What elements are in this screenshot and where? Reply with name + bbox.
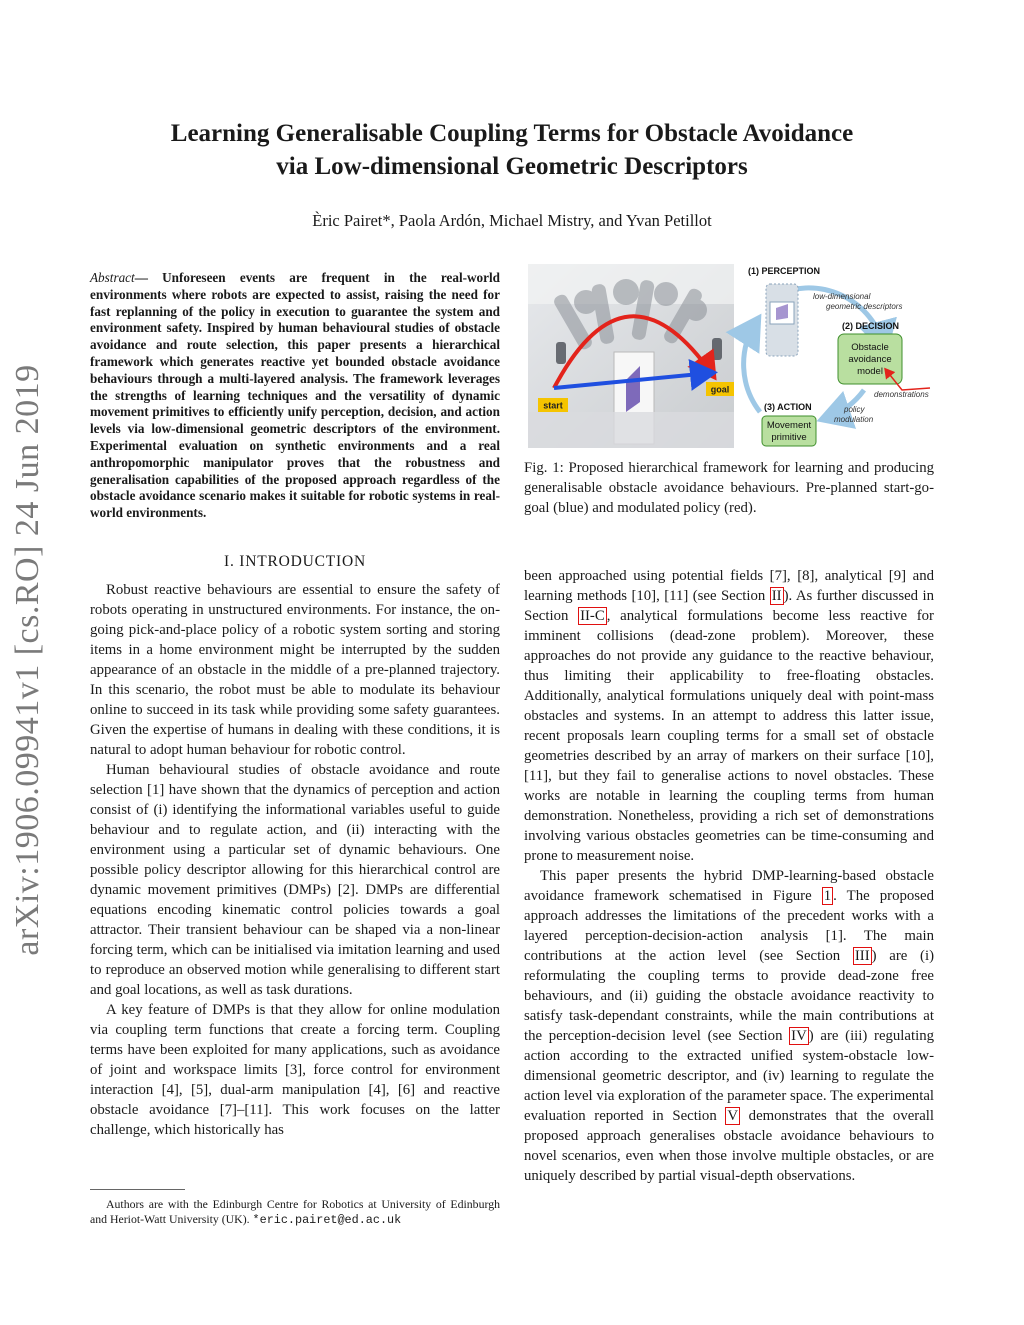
figure-ref-1[interactable]: 1 [823,888,832,904]
abstract-text: Unforeseen events are frequent in the real-world environments where robots are expected to assist, raising the need for fast replanning of the policy in execution to guarantee the system and environment safety. Inspired by human behavioural studies of obstacle avoidance and route selection, this paper presents a hierarchical framework which generates reactive yet bounded obstacle avoidance behaviours through a multi-layered analysis. The framework leverages the strengths of learning techniques and the versatility of dynamic movement primitives to efficiently unify perception, decision, and action levels via low-dimensional geometric descriptors of the environment. Experimental evaluation on synthetic environments and a real anthropomorphic manipulator proves that the robustness and generalisation capabilities of the proposed approach regardless of the obstacle avoidance scenario makes it suitable for robotic systems in real-world environments. [90,270,500,521]
text: ) are (i) reformulating the coupling terms to provide dead-zone free behaviours, and (ii) guiding the obstacle avoidance reactivity to satisfy task-dependant constraints, while the main contributions at the perception-decision level (see Section [524,948,934,1044]
arxiv-id: arXiv:1906.09941v1 [cs.RO] 24 Jun 2019 [9,364,46,956]
title-line-1: Learning Generalisable Coupling Terms for Obstacle Avoidance [170,120,854,147]
section-ref-V[interactable]: V [727,1108,739,1124]
movement-box-line-2: primitive [771,432,807,443]
intro-paragraph-3: A key feature of DMPs is that they allow for online modulation via coupling term functions that create a forcing term. Coupling terms have been exploited for many applications, such as avoidance of joint and workspace limits [3], force control for environment interaction [4], [5], dual-arm manipulation [4], [6] and reactive obstacle avoidance [7]–[11]. This work focuses on the latter challenge, which historically has [90,1002,500,1138]
figure-1-diagram [526,262,934,452]
cycle-arrow-action-perception [744,322,760,412]
demonstrations-label: demonstrations [874,390,929,399]
footnote [90,1197,500,1228]
policy-label-2: modulation [834,415,874,424]
obstacle-box-line-1: Obstacle [851,342,889,353]
table-surface [528,412,734,448]
perception-object-icon [766,284,798,356]
section-ref-II-C[interactable]: II-C [580,608,605,624]
intro-paragraph-2: Human behavioural studies of obstacle avoidance and route selection [1] have shown that the dynamics of perception and action consist of (i) identifying the informational variables useful to guide behaviour and to regulate action, and (ii) interacting with the environment using a particular set of dynamic behaviours. One possible policy descriptor allowing for this hierarchical control are dynamic movement primitives (DMPs) [2]. DMPs are differential equations encoding kinematic control policies towards a goal attractor. Their transient behaviour can be shaped via a non-linear forcing term, which can be initialised via imitation learning and used to reproduce an observed motion while generalising to different start and goal locations, as well as task durations. [90,762,500,998]
paper-title [90,117,934,183]
footnote-rule [90,1189,185,1190]
footnote-text: Authors are with the Edinburgh Centre for Robotics at University of Edinburgh and Heriot-Watt University (UK). [90,1197,500,1226]
start-label: start [543,400,563,411]
policy-label-1: policy [844,405,865,414]
perception-label: (1) PERCEPTION [748,266,821,276]
text: ). As further discussed in Section [524,588,934,624]
section-ref-III[interactable]: III [854,948,870,964]
action-label: (3) ACTION [764,402,812,412]
authors: Èric Pairet*, Paola Ardón, Michael Mistry, and Yvan Petillot [312,211,712,230]
left-column-body [90,580,500,1140]
text: This paper presents the hybrid DMP-learning-based obstacle avoidance framework schematised in Figure [524,868,934,904]
title-line-2: via Low-dimensional Geometric Descriptors [276,153,748,180]
text: . The proposed approach addresses the limitations of the precedent works with a layered perception-decision-action analysis [1]. The main contributions at the action level (see Section [524,888,934,964]
right-paragraph-2 [524,866,934,1186]
abstract-label: Abstract [90,270,135,285]
section-ref-II[interactable]: II [771,588,782,604]
movement-box-line-1: Movement [766,420,812,431]
text: demonstrates that the overall proposed approach generalises obstacle avoidance behaviours to novel scenarios, even when those involve multiple obstacles, or are uniquely described by partial visual-depth observations. [524,1108,934,1184]
decision-label: (2) DECISION [842,321,900,331]
abstract-dash: — [134,270,148,285]
section-heading-introduction: I. INTRODUCTION [223,553,366,570]
arxiv-watermark [6,360,50,960]
obstacle-box-line-2: avoidance [848,354,892,365]
text: been approached using potential fields [7], [8], analytical [9] and learning methods [10], [11] (see Section [524,568,934,604]
footnote-email: *eric.pairet@ed.ac.uk [252,1213,402,1227]
descriptors-label-1: low-dimensional [813,292,871,301]
section-ref-IV[interactable]: IV [791,1028,807,1044]
figure-1-caption: Fig. 1: Proposed hierarchical framework for learning and producing generalisable obstacle avoidance behaviours. Pre-planned start-go-goal (blue) and modulated policy (red). [524,460,934,516]
right-paragraph-1 [524,566,934,866]
goal-label: goal [710,384,730,395]
obstacle-box-line-3: model [857,366,883,377]
text: , analytical formulations become less reactive for imminent collisions (dead-zone problem). Moreover, these approaches do not provide any guidance to the reactive behaviour, thus limiting their applicability to free-floating obstacles. Additionally, analytical formulations uniquely deal with point-mass obstacles and systems. In an attempt to address this latter issue, recent proposals learn coupling terms for a small set of obstacle geometries described by an array of markers on their surface [10], [11], but they fail to generalise actions to novel obstacles. These works are notable in learning the coupling terms from human demonstration. Nonetheless, providing a rich set of demonstrations involving various obstacles geometries can be time-consuming and prone to measurement noise. [524,608,934,864]
right-column-body [524,566,934,1186]
text: ) are (iii) regulating action according to the extracted unified system-obstacle low-dimensional geometric descriptor, and (iv) learning to regulate the action level via exploration of the parameter space. The experimental evaluation reported in Section [524,1028,935,1124]
descriptors-label-2: geometric descriptors [826,302,903,311]
abstract [90,270,500,522]
figure-1 [526,262,934,452]
intro-paragraph-1: Robust reactive behaviours are essential to ensure the safety of robots operating in unstructured environments. For instance, the on-going pick-and-place policy of a robotic system sorting and storing items in a home environment might be interrupted by the sudden appearance of an obstacle in the middle of a pre-planned trajectory. In this scenario, the robot must be able to modulate its behaviour online to succeed in its task while providing some safety guarantees. Given the expertise of humans in dealing with these conditions, it is natural to adopt human behaviour for robotic control. [90,582,500,758]
